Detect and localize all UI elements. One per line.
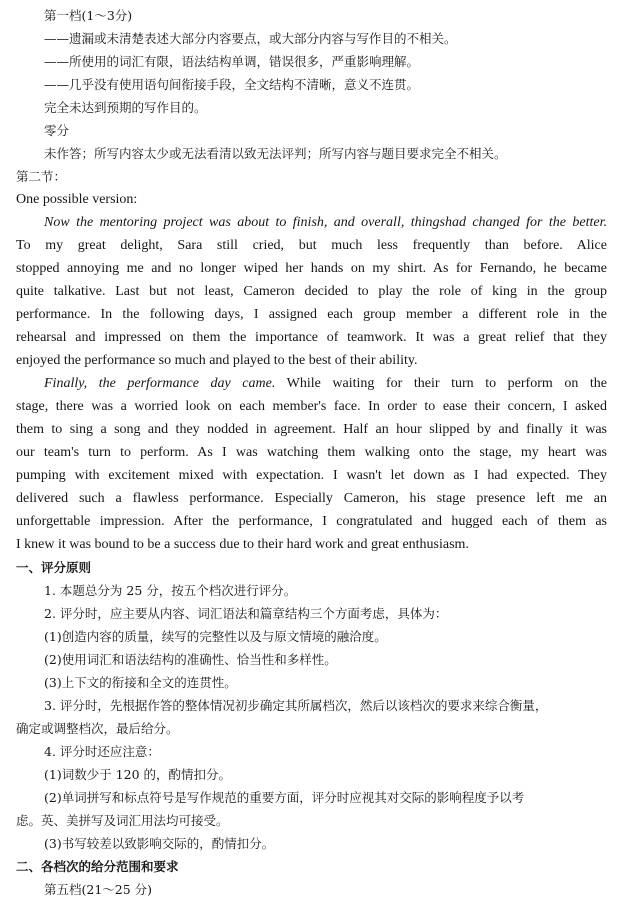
version-label: One possible version:: [16, 192, 138, 207]
tier1-item-1: ——遗漏或未清楚表述大部分内容要点，或大部分内容与写作目的不相关。: [44, 31, 457, 46]
rule-2: 2. 评分时，应主要从内容、词汇语法和篇章结构三个方面考虑，具体为：: [44, 606, 448, 621]
essay-p2-line-1: stage, there was a worried look on each member's face. In order to ease their concern, I asked: [16, 399, 607, 414]
essay-p1-line-4: performance. In the following days, I assigned each group member a different role in the: [16, 307, 607, 322]
rule-1: 1. 本题总分为 25 分，按五个档次进行评分。: [44, 583, 297, 598]
essay-p1-line-1: To my great delight, Sara still cried, but much less frequently than before. Alice: [16, 238, 607, 253]
rule-2c: (3)上下文的衔接和全文的连贯性。: [44, 675, 237, 690]
essay-p2-italic: Finally, the performance day came.: [44, 376, 276, 391]
section-two-heading: 二、各档次的给分范围和要求: [16, 859, 179, 874]
rule-4b-line-2: 虑。英、美拼写及词汇用法均可接受。: [16, 813, 229, 828]
essay-p2-line-4: pumping with excitement mixed with expectation. I wasn't let down as I had expected. They: [16, 468, 607, 483]
rule-3-line-2: 确定或调整档次，最后给分。: [16, 721, 179, 736]
rule-4a: (1)词数少于 120 的，酌情扣分。: [44, 767, 232, 782]
tier1-summary: 完全未达到预期的写作目的。: [44, 100, 207, 115]
rule-4: 4. 评分时还应注意：: [44, 744, 160, 759]
essay-p1-opening: [16, 211, 607, 234]
essay-paragraph-2: [16, 372, 607, 556]
essay-p2-line-7: I knew it was bound to be a success due to their hard work and great enthusiasm.: [16, 537, 469, 552]
rule-4b-line-1: (2)单词拼写和标点符号是写作规范的重要方面，评分时应视其对交际的影响程度予以考: [44, 790, 525, 805]
rule-4c: (3)书写较差以致影响交际的，酌情扣分。: [44, 836, 275, 851]
rule-2a: (1)创造内容的质量，续写的完整性以及与原文情境的融洽度。: [44, 629, 387, 644]
rule-3-line-1: 3. 评分时，先根据作答的整体情况初步确定其所属档次，然后以该档次的要求来综合衡量，: [44, 698, 548, 713]
principles-heading: 一、评分原则: [16, 560, 92, 575]
essay-p2-line-6: unforgettable impression. After the performance, I congratulated and hugged each of them as: [16, 514, 607, 529]
essay-p2-line-2: them to sing a song and they nodded in agreement. Half an hour slipped by and finally it was: [16, 422, 607, 437]
rule-2b: (2)使用词汇和语法结构的准确性、恰当性和多样性。: [44, 652, 337, 667]
section2-heading: 第二节：: [16, 169, 67, 184]
essay-p1-line-6: enjoyed the performance so much and played to the best of their ability.: [16, 353, 418, 368]
essay-p1-line-5: rehearsal and impressed on them the importance of teamwork. It was a great relief that they: [16, 330, 607, 345]
essay-p2-line-3: our team's turn to perform. As I was watching them walking onto the stage, my heart was: [16, 445, 607, 460]
essay-paragraph-1: [16, 211, 607, 372]
essay-p1-line-2: stopped annoying me and no longer wiped her hands on my shirt. As for Fernando, he became: [16, 261, 607, 276]
essay-p1-italic: Now the mentoring project was about to finish, and overall, thingshad changed for the better.: [44, 215, 607, 230]
tier0-title: 零分: [44, 123, 70, 138]
tier5-title: 第五档(21～25 分): [44, 882, 153, 897]
essay-p2-line-5: delivered such a flawless performance. Especially Cameron, his stage presence left me an: [16, 491, 607, 506]
tier1-title: 第一档(1～3分): [44, 8, 133, 23]
essay-p2-opening: [16, 372, 607, 395]
essay-p2-first: While waiting for their turn to perform on the: [286, 376, 607, 391]
tier1-item-3: ——几乎没有使用语句间衔接手段，全文结构不清晰，意义不连贯。: [44, 77, 420, 92]
tier1-item-2: ——所使用的词汇有限，语法结构单调，错误很多，严重影响理解。: [44, 54, 420, 69]
tier0-text: 未作答；所写内容太少或无法看清以致无法评判；所写内容与题目要求完全不相关。: [44, 146, 507, 161]
essay-p1-line-3: quite talkative. Last but not least, Cameron decided to play the role of king in the group: [16, 284, 607, 299]
